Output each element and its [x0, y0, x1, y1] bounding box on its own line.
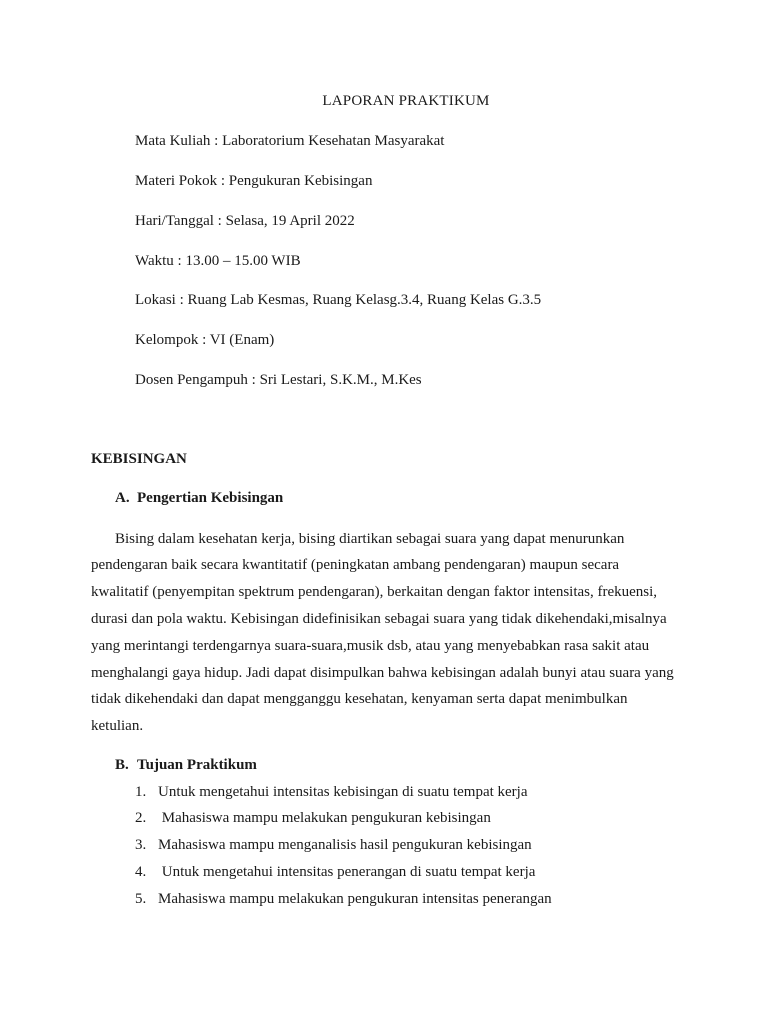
paragraph-line: ketulian.	[91, 718, 144, 734]
list-item-number: 5.	[135, 891, 147, 907]
meta-topic: Materi Pokok : Pengukuran Kebisingan	[135, 173, 373, 189]
paragraph-line: yang merintangi terdengarnya suara-suara,musik dsb, atau yang menyebabkan rasa sakit atau	[91, 638, 650, 654]
list-item-text: Untuk mengetahui intensitas penerangan di suatu tempat kerja	[158, 864, 536, 880]
subsection-b-heading	[115, 757, 257, 774]
meta-group: Kelompok : VI (Enam)	[135, 332, 275, 348]
list-item-text: Mahasiswa mampu melakukan pengukuran kebisingan	[158, 810, 491, 826]
list-item	[135, 784, 528, 801]
subsection-b-title: Tujuan Praktikum	[137, 757, 257, 773]
meta-date: Hari/Tanggal : Selasa, 19 April 2022	[135, 213, 355, 229]
paragraph-line: menghalangi gaya hidup. Jadi dapat disimpulkan bahwa kebisingan adalah bunyi atau suara yang	[91, 665, 674, 681]
paragraph-line: pendengaran baik secara kwantitatif (peningkatan ambang pendengaran) maupun secara	[91, 557, 620, 573]
list-item-number: 2.	[135, 810, 147, 826]
meta-location: Lokasi : Ruang Lab Kesmas, Ruang Kelasg.3.4, Ruang Kelas G.3.5	[135, 292, 542, 308]
subsection-a-heading	[115, 490, 283, 507]
subsection-a-title: Pengertian Kebisingan	[137, 490, 284, 506]
list-item-number: 1.	[135, 784, 147, 800]
paragraph-line: kwalitatif (penyempitan spektrum pendengaran), berkaitan dengan faktor intensitas, frekuensi,	[91, 584, 658, 600]
paragraph-line: durasi dan pola waktu. Kebisingan didefinisikan sebagai suara yang tidak dikehendaki,misalnya	[91, 611, 667, 627]
list-item	[135, 891, 552, 908]
meta-time: Waktu : 13.00 – 15.00 WIB	[135, 253, 301, 269]
list-item	[135, 864, 535, 881]
subsection-a-letter: A.	[115, 490, 130, 506]
subsection-b-letter: B.	[115, 757, 129, 773]
list-item-number: 3.	[135, 837, 147, 853]
list-item-text: Untuk mengetahui intensitas kebisingan di suatu tempat kerja	[158, 784, 528, 800]
paragraph-line: Bising dalam kesehatan kerja, bising diartikan sebagai suara yang dapat menurunkan	[115, 531, 625, 547]
list-item-text: Mahasiswa mampu menganalisis hasil pengukuran kebisingan	[158, 837, 532, 853]
paragraph-line: tidak dikehendaki dan dapat mengganggu kesehatan, kenyaman serta dapat menimbulkan	[91, 691, 628, 707]
section-title: KEBISINGAN	[91, 451, 187, 467]
document-title: LAPORAN PRAKTIKUM	[322, 93, 490, 109]
meta-lecturer: Dosen Pengampuh : Sri Lestari, S.K.M., M.Kes	[135, 372, 422, 388]
list-item	[135, 837, 532, 854]
list-item	[135, 810, 491, 827]
list-item-number: 4.	[135, 864, 147, 880]
list-item-text: Mahasiswa mampu melakukan pengukuran intensitas penerangan	[158, 891, 552, 907]
meta-course: Mata Kuliah : Laboratorium Kesehatan Masyarakat	[135, 133, 445, 149]
